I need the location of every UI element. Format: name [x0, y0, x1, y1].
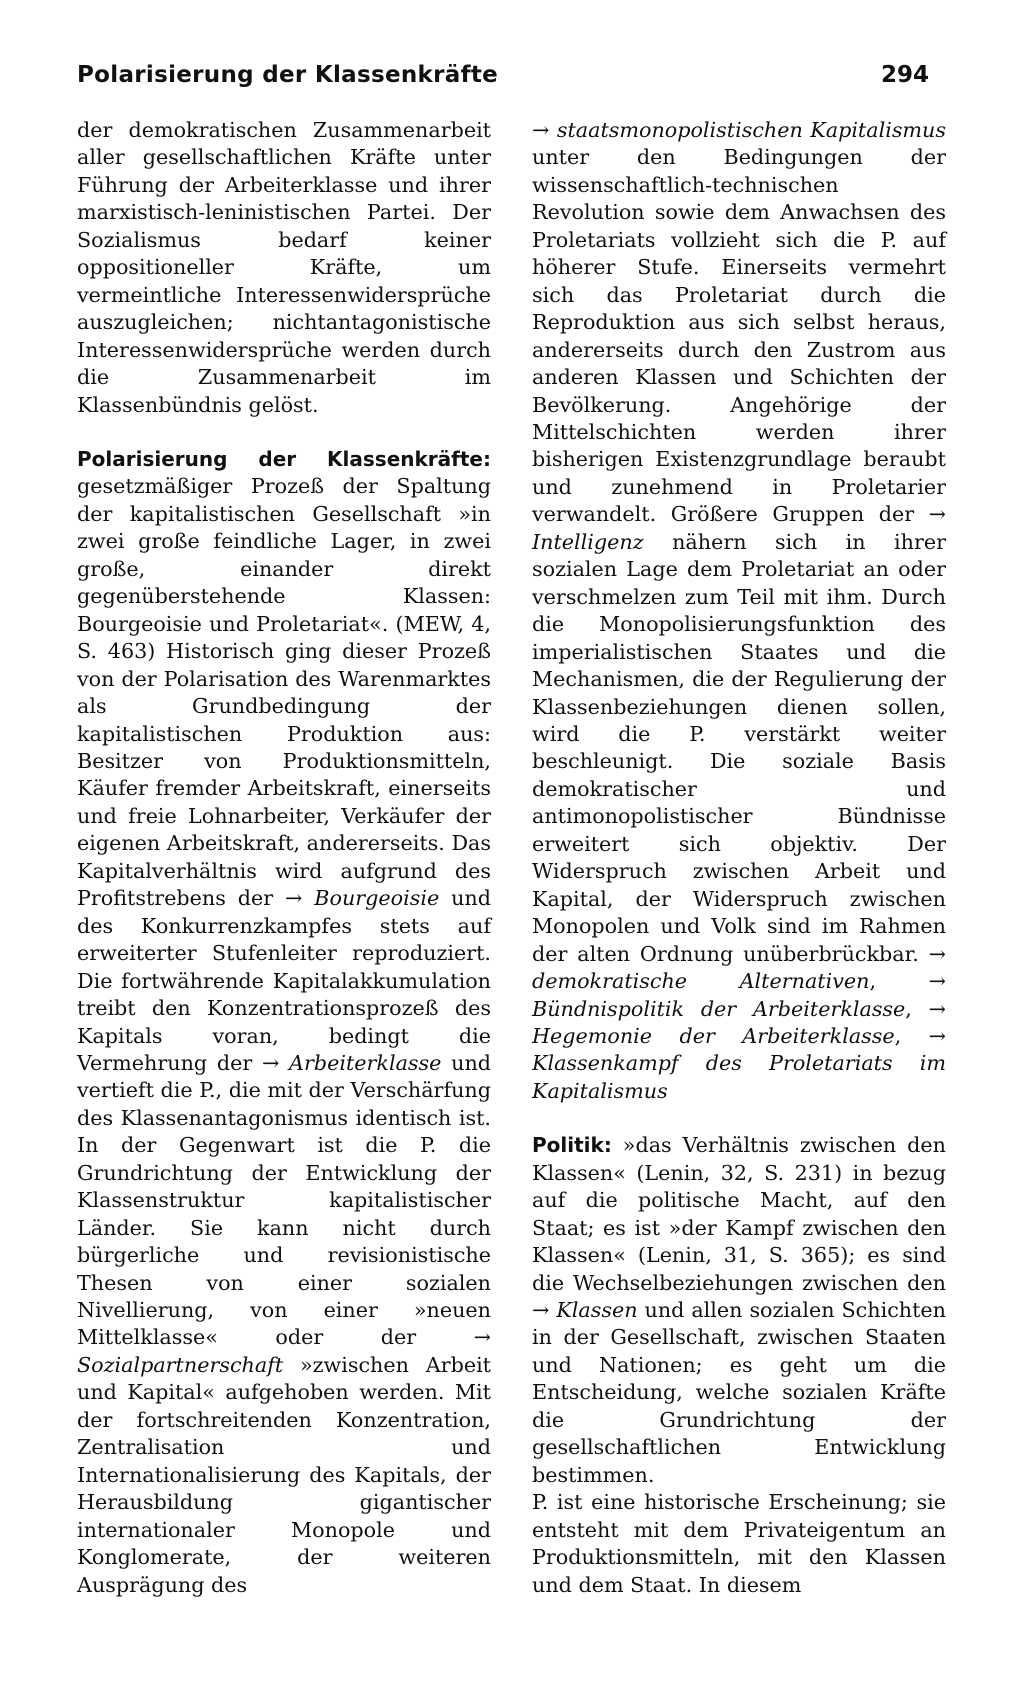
cross-reference-link[interactable]: Hegemonie der Arbeiterklasse	[532, 1023, 895, 1048]
entry-text: gesetzmäßiger Prozeß der Spaltung der kapitalistischen Gesellschaft »in zwei große feindliche Lager, in zwei große, einander direkt gegenüberstehende Klassen: Bourgeoisie und Proletariat«. (MEW, 4, S. 463) Historisch ging dieser Prozeß von der Polarisation des Warenmarktes als Grundbedingung der kapitalistischen Produktion aus: Besitzer von Produktionsmitteln, Käufer fremder Arbeitskraft, einerseits und freie Lohnarbeiter, Verkäufer der eigenen Arbeitskraft, andererseits. Das Kapitalverhältnis wird aufgrund des Profitstrebens der	[77, 474, 491, 911]
cross-reference-link[interactable]: demokratische Alternativen	[532, 969, 870, 994]
running-header	[77, 62, 929, 102]
cross-reference-link[interactable]: Klassen	[556, 1298, 638, 1323]
intro-paragraph: der demokratischen Zusammenarbeit aller gesellschaftlichen Kräfte unter Führung der Arbeiterklasse und ihrer marxistisch-leninistischen Partei. Der Sozialismus bedarf keiner oppositioneller Kräfte, um vermeintliche Interessenwidersprüche auszugleichen; nichtantagonistische Interessenwidersprüche werden durch die Zusammenarbeit im Klassenbündnis gelöst.	[77, 118, 491, 417]
entry-text: »das Verhältnis zwischen den Klassen« (Lenin, 32, S. 231) in bezug auf die politische Macht, auf den Staat; es ist »der Kampf zwischen den Klassen« (Lenin, 31, S. 365); es sind die Wechselbeziehungen zwischen den	[532, 1133, 946, 1295]
entry-term: Polarisierung der Klassenkräfte:	[77, 446, 491, 471]
arrow-icon: →	[928, 969, 946, 994]
entry-text: und vertieft die P., die mit der Verschärfung des Klassenantagonismus identisch ist. In der Gegenwart ist die P. die Grundrichtung der Entwicklung der Klassenstruktur kapitalistischer Länder. Sie kann nicht durch bürgerliche und revisionistische Thesen von einer sozialen Nivellierung, von einer »neuen Mittelklasse« oder der	[77, 1050, 492, 1350]
cross-reference-link[interactable]: Klassenkampf des Proletariats im Kapitalismus	[532, 1051, 946, 1103]
cross-reference-link[interactable]: Intelligenz	[532, 529, 644, 554]
entry-text: nähern sich in ihrer sozialen Lage dem Proletariat an oder verschmelzen zum Teil mit ihm. Durch die Monopolisierungsfunktion des imperialistischen Staates und die Mechanismen, die der Regulierung der Klassenbeziehungen dienen sollen, wird die P. verstärkt weiter beschleunigt. Die soziale Basis demokratischer und antimonopolistischer Bündnisse erweitert sich objektiv. Der Widerspruch zwischen Arbeit und Kapital, der Widerspruch zwischen Monopolen und Volk sind im Rahmen der alten Ordnung unüberbrückbar.	[532, 529, 946, 966]
separator: ,	[905, 996, 929, 1021]
arrow-icon: →	[928, 941, 946, 966]
arrow-icon: →	[261, 1050, 280, 1075]
cross-reference-link[interactable]: staatsmonopolistischen Kapitalismus	[556, 118, 946, 142]
right-column	[532, 117, 946, 1599]
arrow-icon: →	[928, 996, 946, 1021]
arrow-icon: →	[532, 118, 550, 142]
entry-text: unter den Bedingungen der wissenschaftlich-technischen Revolution sowie dem Anwachsen des Proletariats vollzieht sich die P. auf höherer Stufe. Einerseits vermehrt sich das Proletariat durch die Reproduktion aus sich selbst heraus, andererseits durch den Zustrom aus anderen Klassen und Schichten der Bevölkerung. Angehörige der Mittelschichten werden ihrer bisherigen Existenzgrundlage beraubt und zunehmend in Proletarier verwandelt. Größere Gruppen der	[532, 145, 946, 527]
cross-reference-link[interactable]: Sozialpartnerschaft	[77, 1352, 284, 1377]
left-column	[77, 117, 491, 1599]
entry-text: und allen sozialen Schichten in der Gesellschaft, zwischen Staaten und Nationen; es geht um die Entscheidung, welche sozialen Kräfte die Grundrichtung der gesellschaftlichen Entwicklung bestimmen.	[532, 1298, 946, 1487]
cross-reference-link[interactable]: Bündnispolitik der Arbeiterklasse	[532, 996, 906, 1021]
cross-reference-link[interactable]: Bourgeoisie	[314, 886, 440, 911]
page-number: 294	[880, 62, 929, 88]
header-title: Polarisierung der Klassenkräfte	[77, 62, 499, 88]
separator: ,	[869, 969, 929, 994]
entry-term: Politik:	[532, 1133, 612, 1158]
arrow-icon: →	[285, 886, 303, 911]
entry-text: »zwischen Arbeit und Kapital« aufgehoben werden. Mit der fortschreitenden Konzentration, Zentralisation und Internationalisierung des Kapitals, der Herausbildung gigantischer internationaler Monopole und Konglomerate, der weiteren Ausprägung des	[77, 1352, 491, 1597]
cross-reference-link[interactable]: Arbeiterklasse	[289, 1050, 442, 1075]
entry-continuation	[532, 117, 946, 1105]
arrow-icon: →	[928, 502, 946, 527]
arrow-icon: →	[532, 1298, 550, 1323]
entry-paragraph: P. ist eine historische Erscheinung; sie entsteht mit dem Privateigentum an Produktionsmitteln, mit den Klassen und dem Staat. In diesem	[532, 1490, 946, 1597]
entry-politik	[532, 1132, 946, 1489]
entry-text: und des Konkurrenzkampfes stets auf erweiterter Stufenleiter reproduziert. Die fortwährende Kapitalakkumulation treibt den Konzentrationsprozeß des Kapitals voran, bedingt die Vermehrung der	[77, 886, 491, 1075]
arrow-icon: →	[473, 1325, 491, 1350]
entry-polarisierung	[77, 446, 491, 1599]
arrow-icon: →	[928, 1023, 947, 1048]
separator: ,	[894, 1023, 929, 1048]
